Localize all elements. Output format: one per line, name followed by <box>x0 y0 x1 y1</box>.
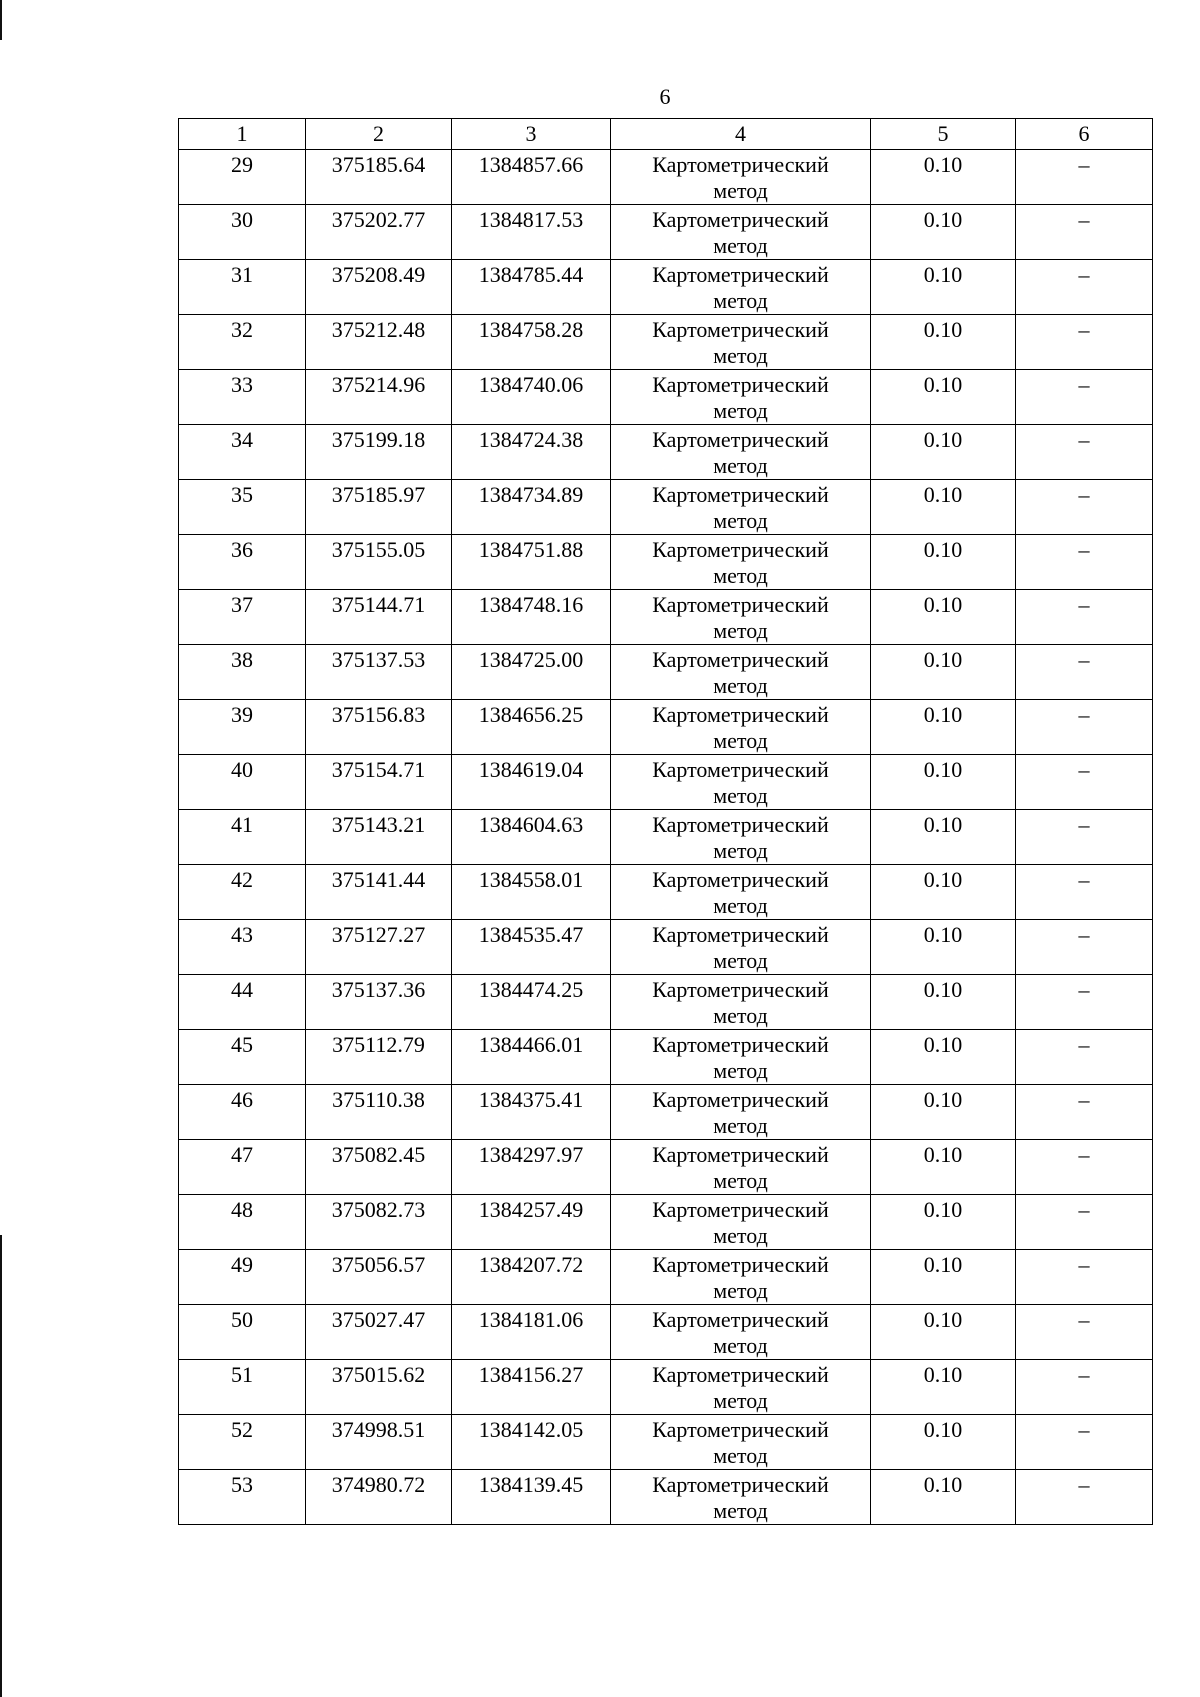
method-line-1: Картометрический <box>652 867 829 892</box>
method-cell <box>611 1470 871 1525</box>
x-coordinate-cell: 375141.44 <box>306 865 452 920</box>
y-coordinate-cell: 1384466.01 <box>452 1030 611 1085</box>
accuracy-cell: 0.10 <box>871 865 1016 920</box>
y-coordinate-cell: 1384139.45 <box>452 1470 611 1525</box>
method-cell <box>611 920 871 975</box>
point-number-cell: 42 <box>179 865 306 920</box>
table-row <box>179 1250 1153 1305</box>
method-line-2: метод <box>713 563 768 588</box>
point-number-cell: 51 <box>179 1360 306 1415</box>
x-coordinate-cell: 375185.64 <box>306 150 452 205</box>
table-row <box>179 1195 1153 1250</box>
x-coordinate-cell: 375154.71 <box>306 755 452 810</box>
method-line-1: Картометрический <box>652 702 829 727</box>
y-coordinate-cell: 1384857.66 <box>452 150 611 205</box>
method-cell <box>611 1085 871 1140</box>
method-line-1: Картометрический <box>652 647 829 672</box>
column-header-6: 6 <box>1016 119 1153 150</box>
method-cell <box>611 315 871 370</box>
accuracy-cell: 0.10 <box>871 480 1016 535</box>
method-cell <box>611 865 871 920</box>
note-cell: – <box>1016 205 1153 260</box>
accuracy-cell: 0.10 <box>871 1415 1016 1470</box>
table-row <box>179 590 1153 645</box>
point-number-cell: 39 <box>179 700 306 755</box>
accuracy-cell: 0.10 <box>871 535 1016 590</box>
point-number-cell: 50 <box>179 1305 306 1360</box>
y-coordinate-cell: 1384724.38 <box>452 425 611 480</box>
table-row <box>179 1360 1153 1415</box>
note-cell: – <box>1016 700 1153 755</box>
note-cell: – <box>1016 480 1153 535</box>
x-coordinate-cell: 375202.77 <box>306 205 452 260</box>
table-row <box>179 975 1153 1030</box>
table-row <box>179 645 1153 700</box>
method-cell <box>611 260 871 315</box>
method-line-2: метод <box>713 1278 768 1303</box>
point-number-cell: 45 <box>179 1030 306 1085</box>
x-coordinate-cell: 375056.57 <box>306 1250 452 1305</box>
scan-margin-mark-top <box>0 0 2 40</box>
x-coordinate-cell: 375082.73 <box>306 1195 452 1250</box>
note-cell: – <box>1016 1195 1153 1250</box>
method-line-1: Картометрический <box>652 482 829 507</box>
method-line-1: Картометрический <box>652 592 829 617</box>
method-line-1: Картометрический <box>652 1307 829 1332</box>
accuracy-cell: 0.10 <box>871 315 1016 370</box>
method-line-2: метод <box>713 343 768 368</box>
accuracy-cell: 0.10 <box>871 1195 1016 1250</box>
method-line-2: метод <box>713 838 768 863</box>
x-coordinate-cell: 375127.27 <box>306 920 452 975</box>
column-header-1: 1 <box>179 119 306 150</box>
point-number-cell: 43 <box>179 920 306 975</box>
method-cell <box>611 645 871 700</box>
note-cell: – <box>1016 1360 1153 1415</box>
point-number-cell: 33 <box>179 370 306 425</box>
point-number-cell: 47 <box>179 1140 306 1195</box>
table-row <box>179 1030 1153 1085</box>
table-row <box>179 205 1153 260</box>
note-cell: – <box>1016 1140 1153 1195</box>
note-cell: – <box>1016 1250 1153 1305</box>
method-line-2: метод <box>713 1113 768 1138</box>
note-cell: – <box>1016 920 1153 975</box>
note-cell: – <box>1016 370 1153 425</box>
x-coordinate-cell: 375144.71 <box>306 590 452 645</box>
column-header-3: 3 <box>452 119 611 150</box>
method-line-1: Картометрический <box>652 757 829 782</box>
method-cell <box>611 205 871 260</box>
table-row <box>179 370 1153 425</box>
point-number-cell: 29 <box>179 150 306 205</box>
method-line-1: Картометрический <box>652 812 829 837</box>
method-line-1: Картометрический <box>652 1252 829 1277</box>
x-coordinate-cell: 375143.21 <box>306 810 452 865</box>
method-cell <box>611 810 871 865</box>
method-line-2: метод <box>713 233 768 258</box>
y-coordinate-cell: 1384758.28 <box>452 315 611 370</box>
page-number: 6 <box>659 84 671 109</box>
method-cell <box>611 1415 871 1470</box>
y-coordinate-cell: 1384558.01 <box>452 865 611 920</box>
method-line-1: Картометрический <box>652 922 829 947</box>
point-number-cell: 35 <box>179 480 306 535</box>
method-line-2: метод <box>713 398 768 423</box>
method-cell <box>611 590 871 645</box>
y-coordinate-cell: 1384748.16 <box>452 590 611 645</box>
y-coordinate-cell: 1384604.63 <box>452 810 611 865</box>
column-header-5: 5 <box>871 119 1016 150</box>
method-line-1: Картометрический <box>652 1197 829 1222</box>
point-number-cell: 30 <box>179 205 306 260</box>
point-number-cell: 48 <box>179 1195 306 1250</box>
method-cell <box>611 480 871 535</box>
method-cell <box>611 1250 871 1305</box>
accuracy-cell: 0.10 <box>871 645 1016 700</box>
point-number-cell: 41 <box>179 810 306 865</box>
y-coordinate-cell: 1384619.04 <box>452 755 611 810</box>
table-row <box>179 315 1153 370</box>
table-row <box>179 480 1153 535</box>
accuracy-cell: 0.10 <box>871 1360 1016 1415</box>
accuracy-cell: 0.10 <box>871 1305 1016 1360</box>
method-line-2: метод <box>713 1443 768 1468</box>
note-cell: – <box>1016 150 1153 205</box>
method-line-1: Картометрический <box>652 1032 829 1057</box>
point-number-cell: 31 <box>179 260 306 315</box>
method-cell <box>611 700 871 755</box>
method-cell <box>611 1030 871 1085</box>
note-cell: – <box>1016 535 1153 590</box>
table-row <box>179 425 1153 480</box>
method-line-1: Картометрический <box>652 977 829 1002</box>
method-cell <box>611 425 871 480</box>
table-row <box>179 700 1153 755</box>
accuracy-cell: 0.10 <box>871 590 1016 645</box>
method-line-2: метод <box>713 893 768 918</box>
x-coordinate-cell: 375015.62 <box>306 1360 452 1415</box>
x-coordinate-cell: 375214.96 <box>306 370 452 425</box>
point-number-cell: 40 <box>179 755 306 810</box>
x-coordinate-cell: 375199.18 <box>306 425 452 480</box>
method-line-2: метод <box>713 1168 768 1193</box>
accuracy-cell: 0.10 <box>871 1470 1016 1525</box>
method-line-2: метод <box>713 288 768 313</box>
point-number-cell: 34 <box>179 425 306 480</box>
point-number-cell: 37 <box>179 590 306 645</box>
column-header-2: 2 <box>306 119 452 150</box>
method-line-1: Картометрический <box>652 1142 829 1167</box>
method-line-2: метод <box>713 618 768 643</box>
point-number-cell: 46 <box>179 1085 306 1140</box>
method-cell <box>611 1305 871 1360</box>
x-coordinate-cell: 375137.36 <box>306 975 452 1030</box>
coordinates-table <box>178 118 1153 1525</box>
x-coordinate-cell: 375137.53 <box>306 645 452 700</box>
table-header-row <box>179 119 1153 150</box>
accuracy-cell: 0.10 <box>871 205 1016 260</box>
y-coordinate-cell: 1384181.06 <box>452 1305 611 1360</box>
method-cell <box>611 755 871 810</box>
note-cell: – <box>1016 425 1153 480</box>
x-coordinate-cell: 374998.51 <box>306 1415 452 1470</box>
method-cell <box>611 535 871 590</box>
y-coordinate-cell: 1384207.72 <box>452 1250 611 1305</box>
y-coordinate-cell: 1384156.27 <box>452 1360 611 1415</box>
y-coordinate-cell: 1384297.97 <box>452 1140 611 1195</box>
method-cell <box>611 975 871 1030</box>
accuracy-cell: 0.10 <box>871 260 1016 315</box>
point-number-cell: 32 <box>179 315 306 370</box>
method-line-2: метод <box>713 1388 768 1413</box>
note-cell: – <box>1016 865 1153 920</box>
method-line-2: метод <box>713 1223 768 1248</box>
point-number-cell: 49 <box>179 1250 306 1305</box>
method-line-2: метод <box>713 453 768 478</box>
accuracy-cell: 0.10 <box>871 755 1016 810</box>
table-row <box>179 150 1153 205</box>
accuracy-cell: 0.10 <box>871 700 1016 755</box>
table-row <box>179 1140 1153 1195</box>
table-body <box>179 150 1153 1525</box>
y-coordinate-cell: 1384740.06 <box>452 370 611 425</box>
accuracy-cell: 0.10 <box>871 1030 1016 1085</box>
x-coordinate-cell: 375027.47 <box>306 1305 452 1360</box>
method-line-1: Картометрический <box>652 317 829 342</box>
method-line-2: метод <box>713 508 768 533</box>
y-coordinate-cell: 1384656.25 <box>452 700 611 755</box>
note-cell: – <box>1016 1470 1153 1525</box>
table-row <box>179 755 1153 810</box>
point-number-cell: 44 <box>179 975 306 1030</box>
method-cell <box>611 1195 871 1250</box>
accuracy-cell: 0.10 <box>871 920 1016 975</box>
method-line-1: Картометрический <box>652 537 829 562</box>
method-line-2: метод <box>713 1003 768 1028</box>
note-cell: – <box>1016 260 1153 315</box>
x-coordinate-cell: 375208.49 <box>306 260 452 315</box>
method-cell <box>611 1360 871 1415</box>
x-coordinate-cell: 374980.72 <box>306 1470 452 1525</box>
method-cell <box>611 370 871 425</box>
x-coordinate-cell: 375112.79 <box>306 1030 452 1085</box>
table-row <box>179 920 1153 975</box>
column-header-4: 4 <box>611 119 871 150</box>
method-line-2: метод <box>713 783 768 808</box>
y-coordinate-cell: 1384375.41 <box>452 1085 611 1140</box>
x-coordinate-cell: 375155.05 <box>306 535 452 590</box>
note-cell: – <box>1016 1085 1153 1140</box>
y-coordinate-cell: 1384751.88 <box>452 535 611 590</box>
table-row <box>179 1085 1153 1140</box>
method-line-2: метод <box>713 1333 768 1358</box>
y-coordinate-cell: 1384734.89 <box>452 480 611 535</box>
x-coordinate-cell: 375082.45 <box>306 1140 452 1195</box>
note-cell: – <box>1016 975 1153 1030</box>
accuracy-cell: 0.10 <box>871 370 1016 425</box>
method-line-1: Картометрический <box>652 372 829 397</box>
note-cell: – <box>1016 1305 1153 1360</box>
y-coordinate-cell: 1384817.53 <box>452 205 611 260</box>
point-number-cell: 38 <box>179 645 306 700</box>
accuracy-cell: 0.10 <box>871 425 1016 480</box>
y-coordinate-cell: 1384785.44 <box>452 260 611 315</box>
method-line-1: Картометрический <box>652 1472 829 1497</box>
method-line-1: Картометрический <box>652 427 829 452</box>
scan-margin-mark-bottom <box>0 1235 2 1697</box>
method-line-2: метод <box>713 178 768 203</box>
method-cell <box>611 150 871 205</box>
point-number-cell: 53 <box>179 1470 306 1525</box>
method-line-1: Картометрический <box>652 262 829 287</box>
method-line-2: метод <box>713 1058 768 1083</box>
accuracy-cell: 0.10 <box>871 150 1016 205</box>
x-coordinate-cell: 375212.48 <box>306 315 452 370</box>
y-coordinate-cell: 1384474.25 <box>452 975 611 1030</box>
method-line-2: метод <box>713 673 768 698</box>
accuracy-cell: 0.10 <box>871 1140 1016 1195</box>
note-cell: – <box>1016 810 1153 865</box>
table-row <box>179 810 1153 865</box>
table-row <box>179 1305 1153 1360</box>
method-cell <box>611 1140 871 1195</box>
method-line-2: метод <box>713 728 768 753</box>
table-row <box>179 1470 1153 1525</box>
method-line-1: Картометрический <box>652 1362 829 1387</box>
method-line-1: Картометрический <box>652 1087 829 1112</box>
table-row <box>179 865 1153 920</box>
table-row <box>179 1415 1153 1470</box>
method-line-1: Картометрический <box>652 152 829 177</box>
note-cell: – <box>1016 1415 1153 1470</box>
table-row <box>179 260 1153 315</box>
y-coordinate-cell: 1384257.49 <box>452 1195 611 1250</box>
method-line-2: метод <box>713 1498 768 1523</box>
method-line-1: Картометрический <box>652 207 829 232</box>
x-coordinate-cell: 375110.38 <box>306 1085 452 1140</box>
note-cell: – <box>1016 1030 1153 1085</box>
y-coordinate-cell: 1384535.47 <box>452 920 611 975</box>
accuracy-cell: 0.10 <box>871 1085 1016 1140</box>
note-cell: – <box>1016 315 1153 370</box>
accuracy-cell: 0.10 <box>871 1250 1016 1305</box>
method-line-2: метод <box>713 948 768 973</box>
x-coordinate-cell: 375156.83 <box>306 700 452 755</box>
y-coordinate-cell: 1384725.00 <box>452 645 611 700</box>
method-line-1: Картометрический <box>652 1417 829 1442</box>
y-coordinate-cell: 1384142.05 <box>452 1415 611 1470</box>
note-cell: – <box>1016 645 1153 700</box>
point-number-cell: 52 <box>179 1415 306 1470</box>
accuracy-cell: 0.10 <box>871 975 1016 1030</box>
note-cell: – <box>1016 590 1153 645</box>
x-coordinate-cell: 375185.97 <box>306 480 452 535</box>
point-number-cell: 36 <box>179 535 306 590</box>
table-row <box>179 535 1153 590</box>
accuracy-cell: 0.10 <box>871 810 1016 865</box>
note-cell: – <box>1016 755 1153 810</box>
